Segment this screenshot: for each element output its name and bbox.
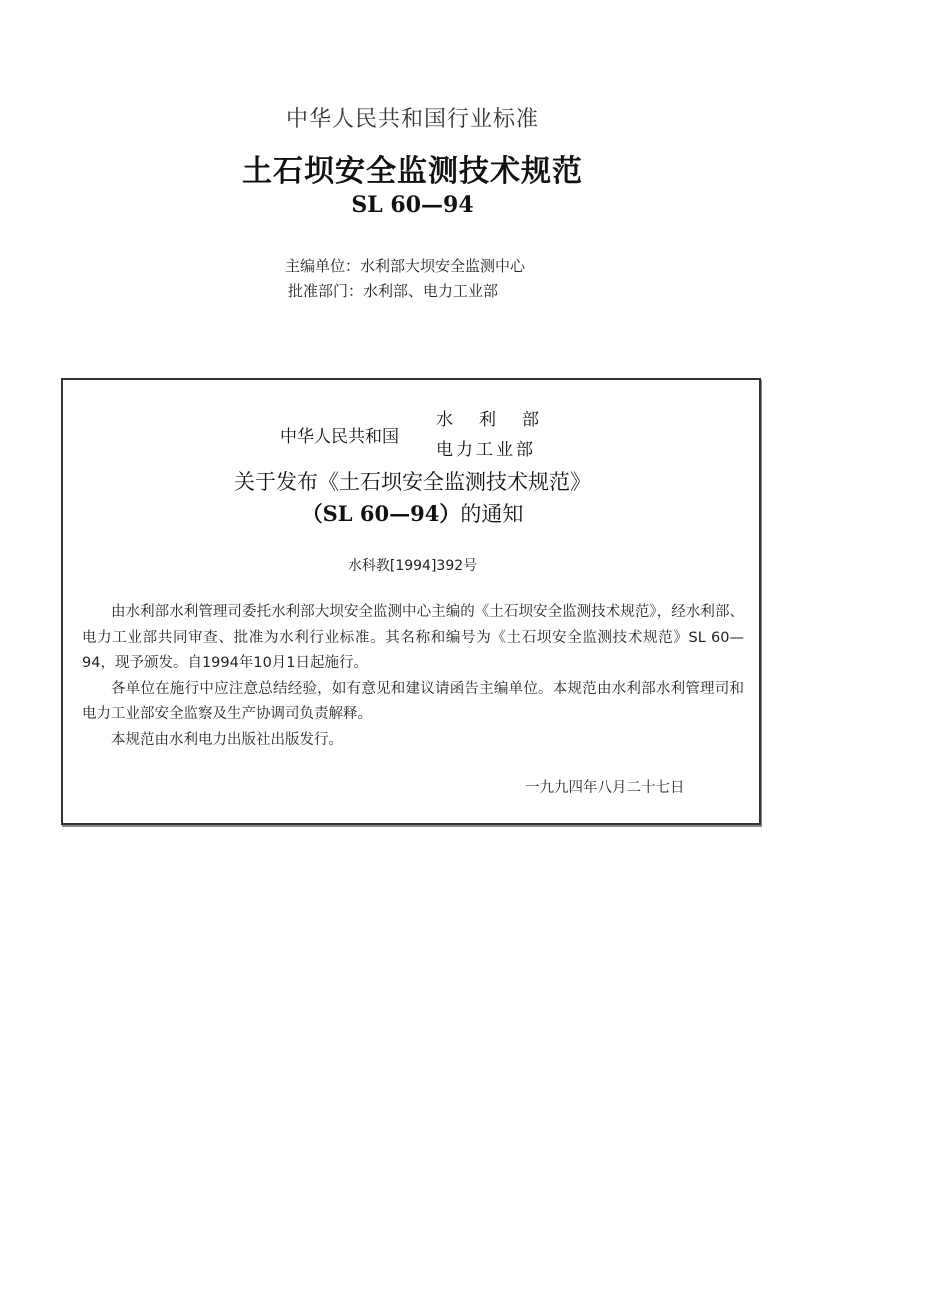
approving-department: 批准部门：水利部、电力工业部: [288, 282, 499, 300]
notice-title-line1: 关于发布《土石坝安全监测技术规范》: [234, 470, 591, 494]
issue-date: 一九九四年八月二十七日: [525, 780, 685, 796]
paragraph: 由水利部水利管理司委托水利部大坝安全监测中心主编的《土石坝安全监测技术规范》，经水利部、电力工业部共同审查、批准为水利行业标准。其名称和编号为《土石坝安全监测技术规范》SL 60—94，现予颁发。自1994年10月1日起施行。: [82, 604, 744, 671]
notice-body: [82, 600, 744, 753]
issuer-ministry-water: 水利部: [436, 410, 565, 430]
issuer-prefix: 中华人民共和国: [280, 427, 399, 447]
paragraph: 各单位在施行中应注意总结经验，如有意见和建议请函告主编单位。本规范由水利部水利管理司和电力工业部安全监察及生产协调司负责解释。: [82, 680, 744, 722]
document-number: 水科教[1994]392号: [347, 558, 478, 574]
page-title: 土石坝安全监测技术规范: [242, 154, 583, 189]
standard-code: SL 60—94: [351, 192, 474, 218]
notice-title-suffix: 的通知: [460, 502, 524, 526]
editor-unit: 主编单位：水利部大坝安全监测中心: [285, 257, 526, 275]
issuer-ministry-power: 电力工业部: [436, 440, 536, 460]
standard-category: 中华人民共和国行业标准: [285, 107, 539, 132]
notice-title-line2: [0, 498, 825, 528]
notice-title-code: （SL 60—94）: [301, 501, 461, 526]
paragraph: 本规范由水利电力出版社出版发行。: [111, 731, 343, 748]
